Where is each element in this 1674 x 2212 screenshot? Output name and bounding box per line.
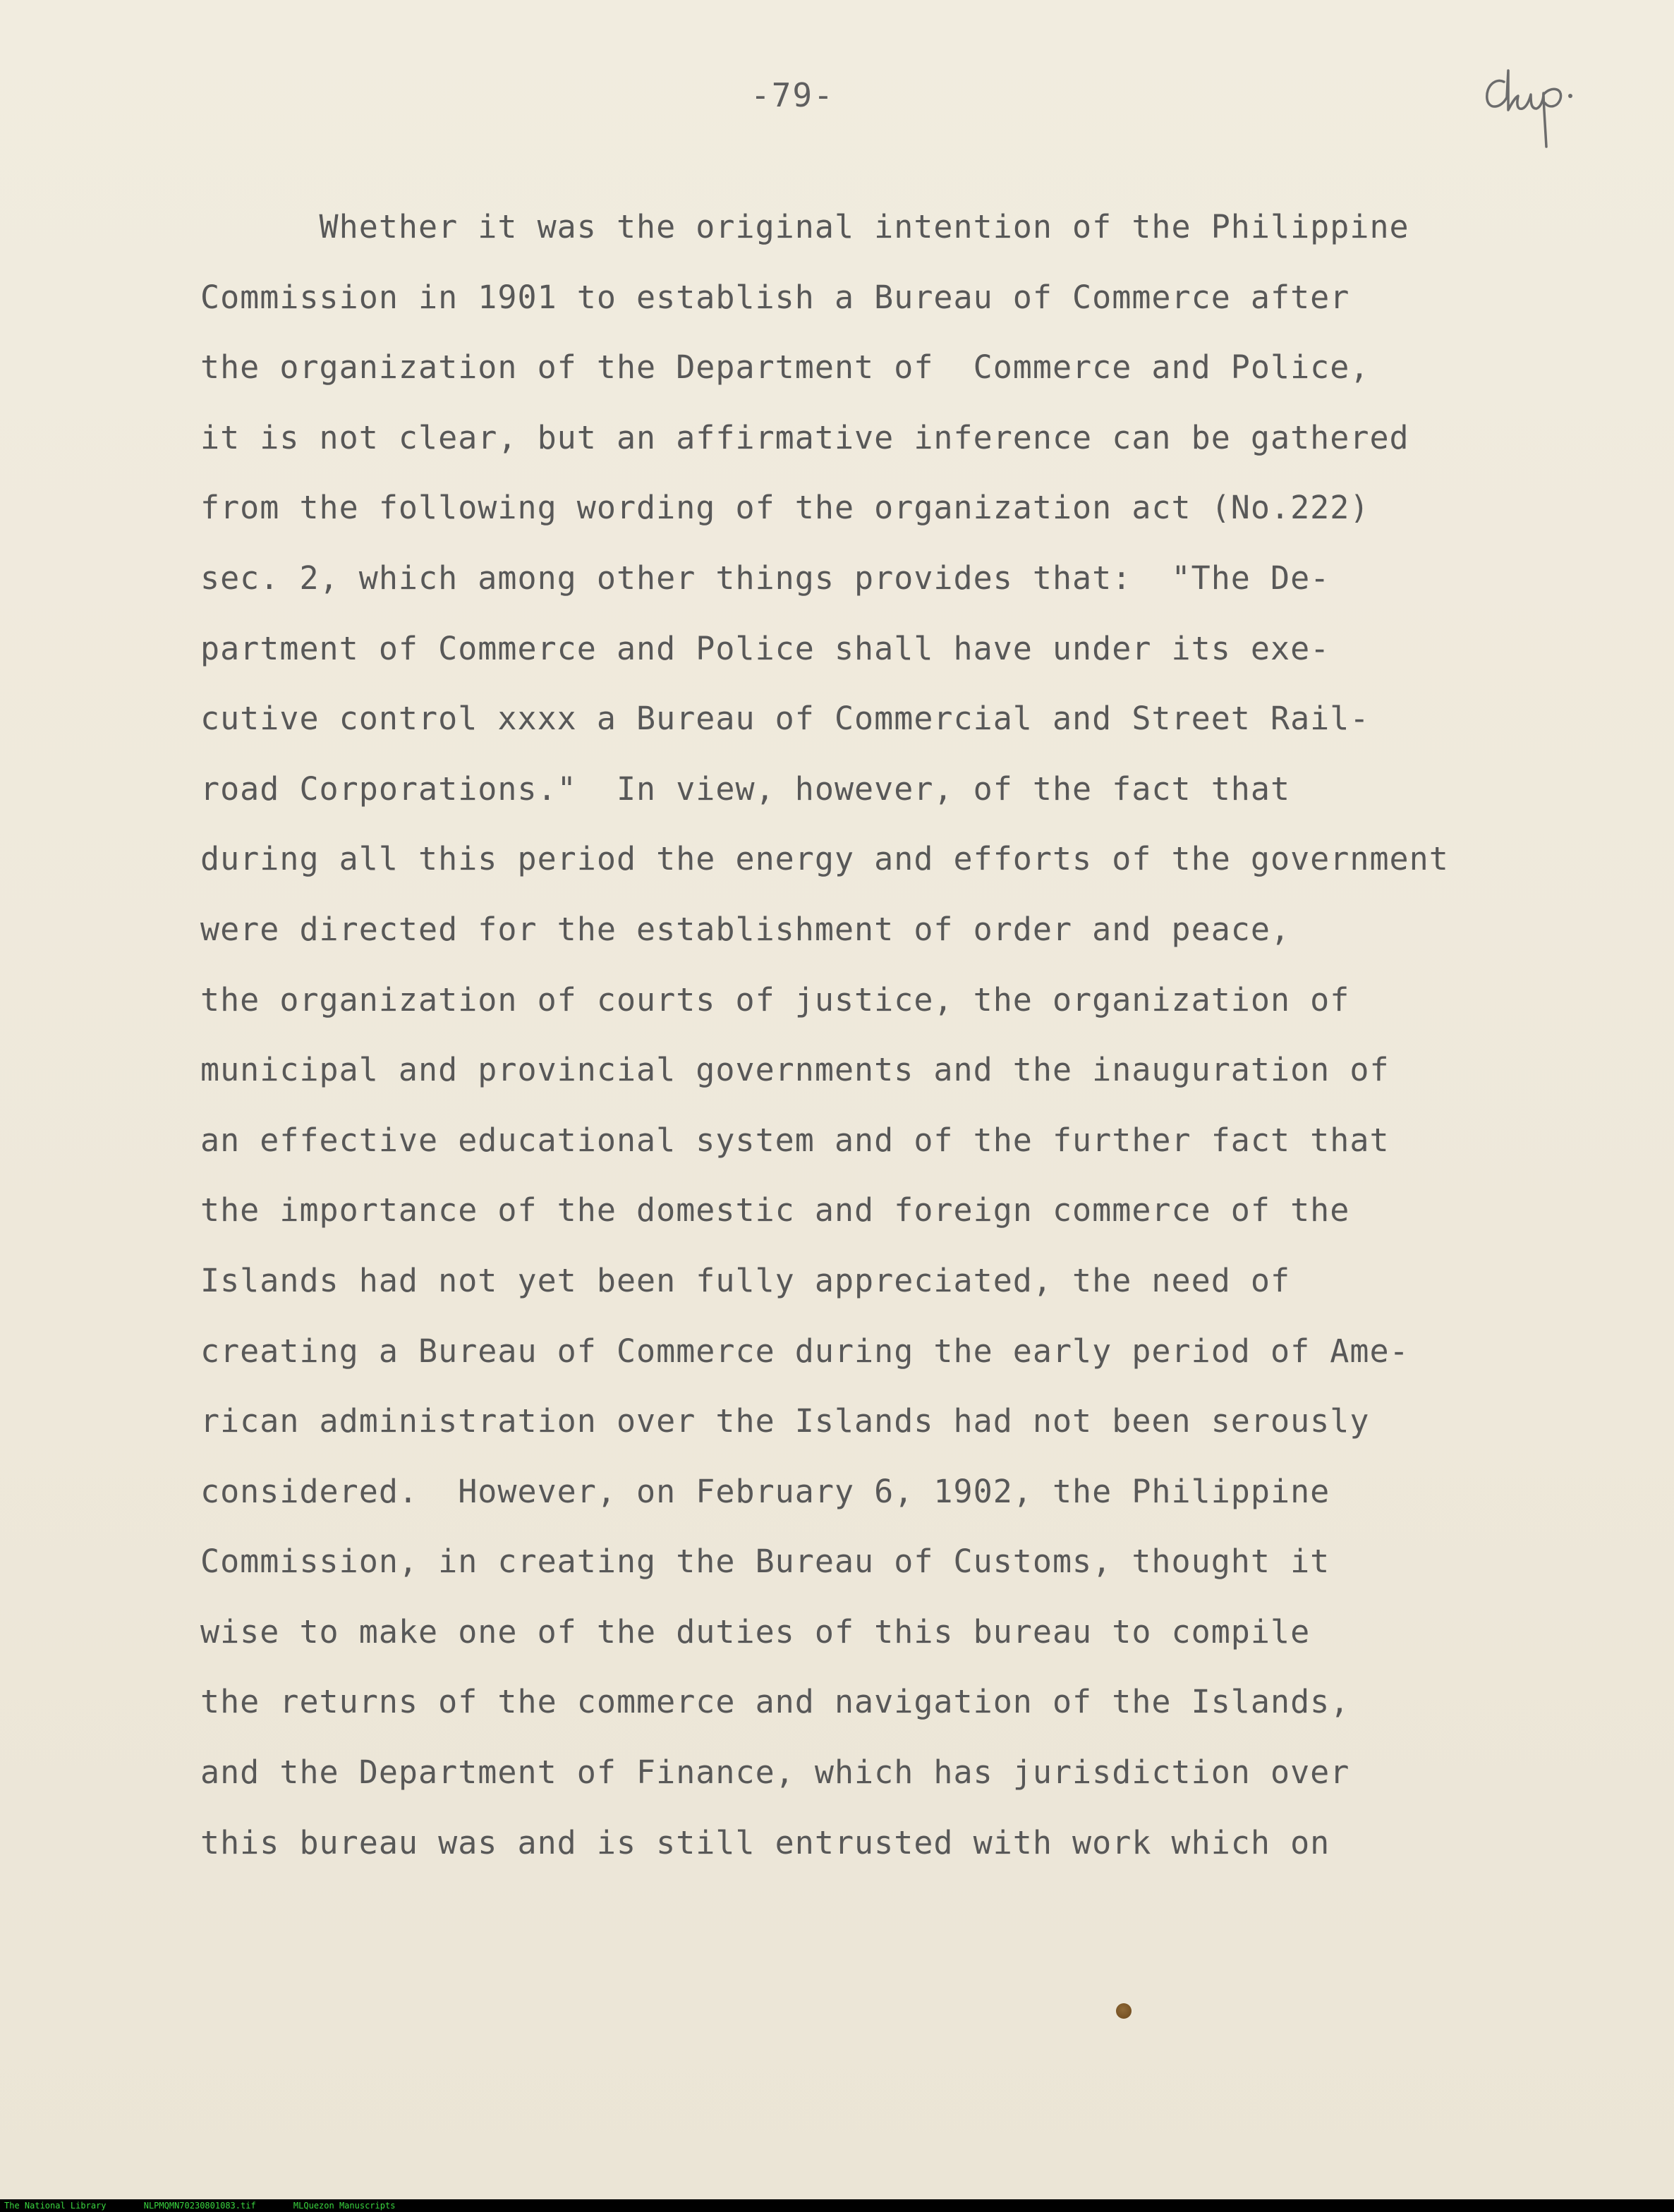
text-line: road Corporations." In view, however, of the fact that — [200, 770, 1291, 808]
footer-file: NLPMQMN70230801083.tif — [143, 2201, 256, 2211]
text-line: rican administration over the Islands had not been serously — [200, 1402, 1370, 1440]
typed-paragraph — [200, 192, 1639, 1878]
text-line: from the following wording of the organization act (No.222) — [200, 489, 1370, 527]
text-line: during all this period the energy and efforts of the government — [200, 840, 1449, 878]
text-line: considered. However, on February 6, 1902, the Philippine — [200, 1472, 1330, 1510]
handwritten-annotation-icon — [1480, 58, 1579, 157]
footer-collection: MLQuezon Manuscripts — [293, 2201, 396, 2211]
text-line: Islands had not yet been fully appreciated, the need of — [200, 1261, 1291, 1299]
handwritten-annotation — [1480, 58, 1579, 157]
text-line: partment of Commerce and Police shall have under its exe- — [200, 629, 1330, 667]
text-line: municipal and provincial governments and the inauguration of — [200, 1051, 1390, 1089]
text-line: the organization of courts of justice, the organization of — [200, 980, 1350, 1019]
text-line: wise to make one of the duties of this bureau to compile — [200, 1612, 1311, 1651]
archive-footer — [0, 2199, 1674, 2212]
ink-spot — [1116, 2003, 1132, 2019]
text-line: and the Department of Finance, which has jurisdiction over — [200, 1754, 1350, 1792]
text-line: Commission in 1901 to establish a Bureau of Commerce after — [200, 278, 1350, 316]
text-line: this bureau was and is still entrusted with work which on — [200, 1823, 1330, 1861]
text-line: sec. 2, which among other things provides that: "The De- — [200, 559, 1330, 597]
page-number: -79- — [751, 76, 835, 114]
text-line: the returns of the commerce and navigation of the Islands, — [200, 1683, 1350, 1721]
text-line: cutive control xxxx a Bureau of Commercial and Street Rail- — [200, 700, 1370, 738]
text-line: creating a Bureau of Commerce during the early period of Ame- — [200, 1332, 1409, 1370]
text-line: Whether it was the original intention of the Philippine — [200, 208, 1409, 245]
text-line: Commission, in creating the Bureau of Customs, thought it — [200, 1543, 1330, 1581]
text-line: it is not clear, but an affirmative inference can be gathered — [200, 418, 1409, 456]
text-line: the organization of the Department of Commerce and Police, — [200, 348, 1370, 387]
text-line: an effective educational system and of the further fact that — [200, 1121, 1390, 1159]
text-line: the importance of the domestic and foreign commerce of the — [200, 1191, 1350, 1229]
footer-library: The National Library — [4, 2201, 107, 2211]
text-line: were directed for the establishment of order and peace, — [200, 910, 1291, 948]
